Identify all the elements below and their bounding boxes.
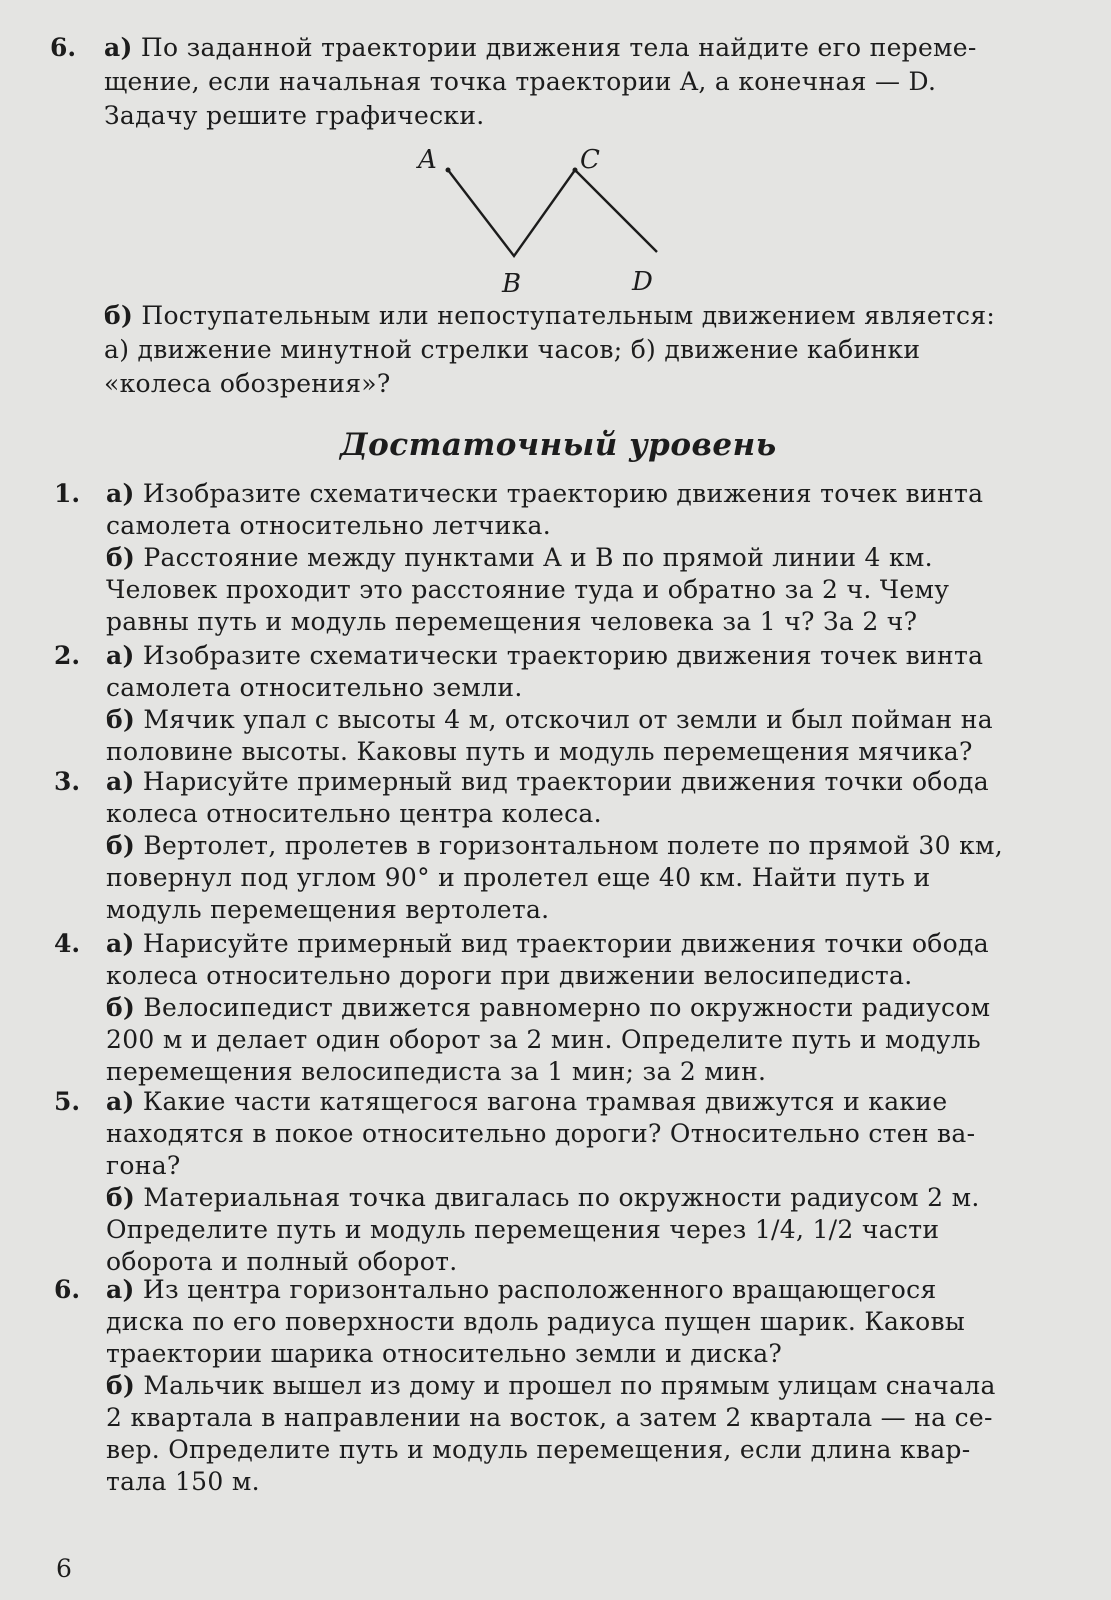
task-number: 2. [54,641,81,670]
top-task-b-line-3: «колеса обозрения»? [104,369,391,398]
task-line: повернул под углом 90° и пролетел еще 40 км. Найти путь и [106,863,931,892]
task-part-label: а) [106,1275,135,1304]
top-task-line-2: щение, если начальная точка траектории A, а конечная — D. [104,67,937,96]
task-line: вер. Определите путь и модуль перемещения, если длина квар- [106,1435,971,1464]
top-task-b-line-2: а) движение минутной стрелки часов; б) движение кабинки [104,335,921,364]
task-number: 1. [54,479,81,508]
task-line: тала 150 м. [106,1467,260,1496]
task-part-label: б) [106,993,136,1022]
task-line: перемещения велосипедиста за 1 мин; за 2 мин. [106,1057,767,1086]
trajectory-diagram [410,140,690,300]
task-part-label: а) [106,929,135,958]
task-line: б) Мячик упал с высоты 4 м, отскочил от земли и был пойман на [106,705,993,734]
task-line: диска по его поверхности вдоль радиуса пущен шарик. Каковы [106,1307,966,1336]
task-line: оборота и полный оборот. [106,1247,458,1276]
task-line: а) Нарисуйте примерный вид траектории движения точки обода [106,767,989,796]
task-line: Человек проходит это расстояние туда и обратно за 2 ч. Чему [106,575,950,604]
task-line: Определите путь и модуль перемещения через 1/4, 1/2 части [106,1215,940,1244]
top-task-line-3: Задачу решите графически. [104,101,485,130]
label-d: D [632,267,653,297]
task-part-label: б) [106,831,136,860]
task-number: 5. [54,1087,81,1116]
task-line: б) Велосипедист движется равномерно по окружности радиусом [106,993,991,1022]
task-line: колеса относительно дороги при движении велосипедиста. [106,961,913,990]
task-part-label: а) [106,479,135,508]
task-line: равны путь и модуль перемещения человека за 1 ч? За 2 ч? [106,607,918,636]
section-heading: Достаточный уровень [340,427,777,463]
task-part-label: а) [106,1087,135,1116]
task-line: находятся в покое относительно дороги? Относительно стен ва- [106,1119,976,1148]
task-line: б) Мальчик вышел из дому и прошел по прямым улицам сначала [106,1371,996,1400]
task-line: колеса относительно центра колеса. [106,799,602,828]
label-c: C [580,145,600,175]
label-b: B [502,269,522,299]
top-task-part-a-label: а) [104,33,133,62]
top-task-line-1: а) По заданной траектории движения тела найдите его переме- [104,33,977,62]
task-line: траектории шарика относительно земли и диска? [106,1339,783,1368]
task-part-label: б) [106,1183,136,1212]
top-task-number: 6. [50,33,77,62]
task-part-label: б) [106,1371,136,1400]
task-line: а) Из центра горизонтально расположенного вращающегося [106,1275,937,1304]
task-part-label: а) [106,641,135,670]
task-line: модуль перемещения вертолета. [106,895,550,924]
label-a: A [418,145,437,175]
task-line: половине высоты. Каковы путь и модуль перемещения мячика? [106,737,973,766]
task-line: б) Расстояние между пунктами A и B по прямой линии 4 км. [106,543,933,572]
task-line: а) Какие части катящегося вагона трамвая движутся и какие [106,1087,948,1116]
task-part-label: а) [106,767,135,796]
task-line: самолета относительно земли. [106,673,523,702]
task-line: 200 м и делает один оборот за 2 мин. Определите путь и модуль [106,1025,981,1054]
task-line: б) Материальная точка двигалась по окружности радиусом 2 м. [106,1183,980,1212]
point-a [446,168,451,173]
task-line: 2 квартала в направлении на восток, а затем 2 квартала — на се- [106,1403,993,1432]
top-task-part-b-label: б) [104,301,134,330]
task-line: а) Нарисуйте примерный вид траектории движения точки обода [106,929,989,958]
task-part-label: б) [106,543,136,572]
task-line: б) Вертолет, пролетев в горизонтальном полете по прямой 30 км, [106,831,1004,860]
task-line: самолета относительно летчика. [106,511,551,540]
task-line: а) Изобразите схематически траекторию движения точек винта [106,479,984,508]
page-number: 6 [56,1554,72,1583]
task-number: 6. [54,1275,81,1304]
top-task-b-line-1: б) Поступательным или непоступательным движением является: [104,301,996,330]
task-part-label: б) [106,705,136,734]
point-c [573,168,578,173]
task-number: 4. [54,929,81,958]
trajectory-path [448,170,657,256]
task-line: гона? [106,1151,181,1180]
task-number: 3. [54,767,81,796]
task-line: а) Изобразите схематически траекторию движения точек винта [106,641,984,670]
